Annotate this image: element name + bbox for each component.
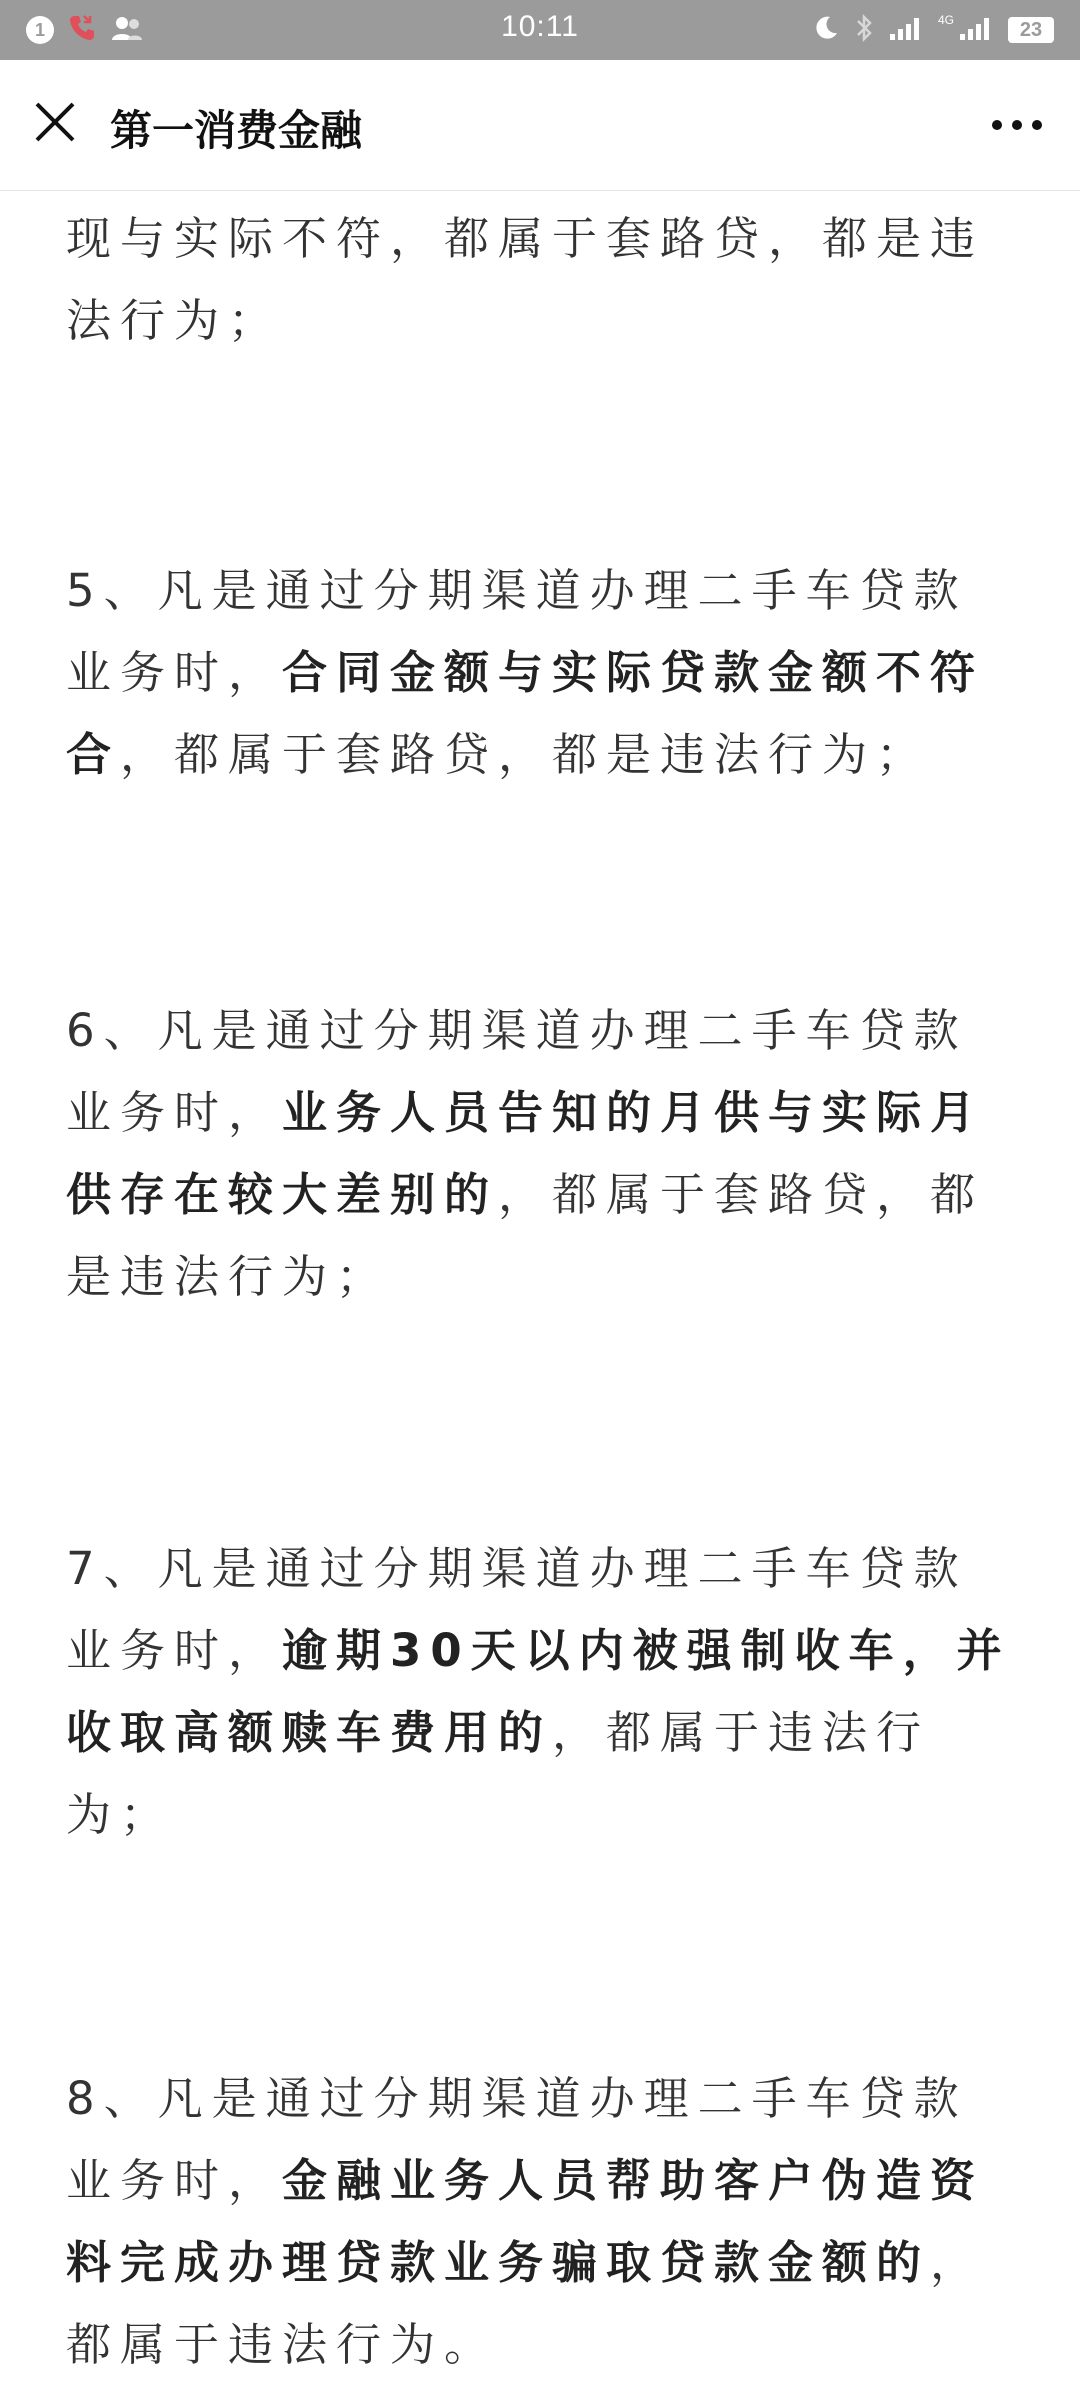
more-button[interactable] [982, 90, 1052, 160]
more-icon [991, 119, 1043, 131]
paragraph-bold-text: 逾期30天以内被强制收车，并收取高额赎车费用的 [66, 1624, 1011, 1759]
signal-icon [888, 14, 924, 46]
article-paragraph-6 [66, 990, 1014, 1318]
article-paragraph-5 [66, 550, 1014, 796]
status-bar [0, 0, 1080, 60]
article-paragraph-7 [66, 1528, 1014, 1856]
paragraph-spacer [66, 1318, 1014, 1534]
paragraph-text: ，都属于违法行为； [66, 1706, 931, 1841]
battery-indicator: 23 [1008, 17, 1054, 43]
paragraph-text: ，都属于套路贷，都是违法行为； [120, 728, 931, 781]
page-title: 第一消费金融 [110, 106, 363, 155]
paragraph-text: ，都属于套路贷，都是违法行为； [66, 1168, 985, 1303]
paragraph-text: ，都属于违法行为。 [66, 2236, 985, 2371]
paragraph-text: 6、凡是通过分期渠道办理二手车贷款业务时， [66, 1004, 968, 1139]
close-button[interactable] [20, 87, 90, 157]
paragraph-spacer [66, 1856, 1014, 2072]
bluetooth-icon [854, 13, 874, 47]
network-type-label: 4G [937, 13, 954, 27]
paragraph-text: 7、凡是通过分期渠道办理二手车贷款业务时， [66, 1542, 968, 1677]
signal-icon-2 [958, 14, 994, 46]
article-body [66, 190, 1014, 2386]
paragraph-bold-text: 金融业务人员帮助客户伪造资料完成办理贷款业务骗取贷款金额的 [66, 2154, 985, 2289]
paragraph-text: 8、凡是通过分期渠道办理二手车贷款业务时， [66, 2072, 968, 2207]
close-icon [33, 100, 77, 144]
nav-bar [0, 60, 1080, 191]
article-paragraph [66, 198, 1014, 362]
status-right-icons [812, 12, 1054, 48]
paragraph-text: 现与实际不符，都属于套路贷，都是违法行为； [66, 212, 985, 347]
paragraph-bold-text: 业务人员告知的月供与实际月供存在较大差别的 [66, 1086, 985, 1221]
status-time: 10:11 [501, 10, 579, 43]
paragraph-text: 5、凡是通过分期渠道办理二手车贷款业务时， [66, 564, 968, 699]
paragraph-spacer [66, 796, 1014, 1012]
article-paragraph-8 [66, 2058, 1014, 2386]
paragraph-spacer [66, 362, 1014, 578]
notification-count-badge: 1 [26, 16, 54, 44]
paragraph-bold-text: 合同金额与实际贷款金额不符合 [66, 646, 985, 781]
moon-icon [812, 14, 840, 46]
